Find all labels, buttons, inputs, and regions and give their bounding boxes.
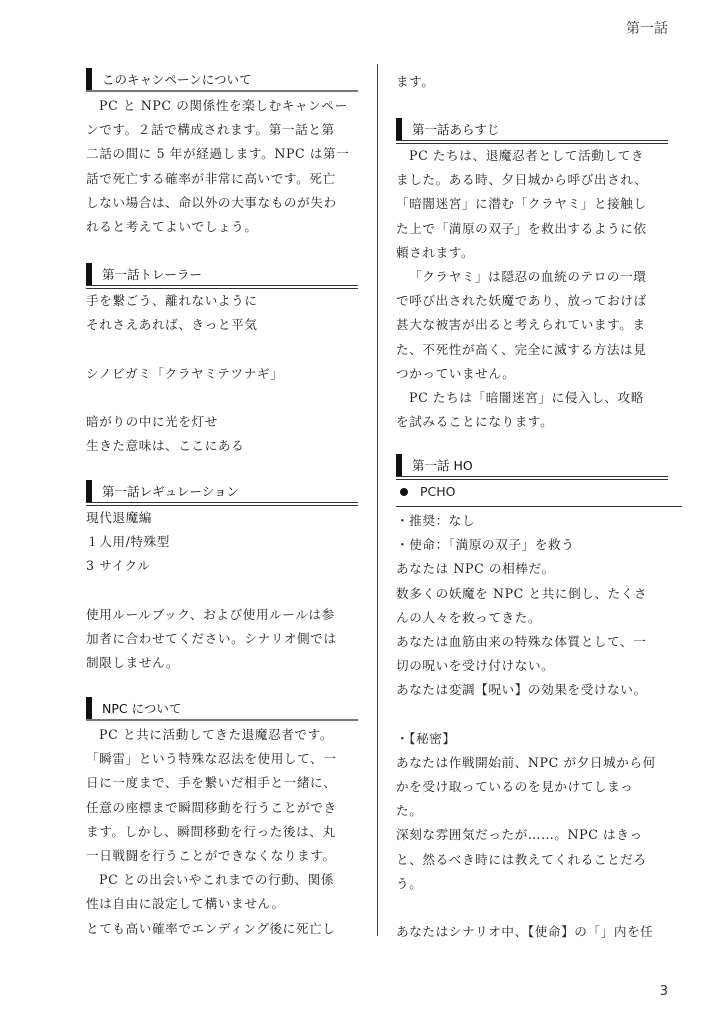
- text-line: 制限しません。: [86, 655, 180, 671]
- section-heading: [396, 452, 668, 476]
- text-line: あなたは血筋由来の特殊な体質として、一: [396, 633, 647, 649]
- text-line: 手を繋ごう、離れないように: [86, 293, 258, 308]
- text-line: と、然るべき時には教えてくれることだろ: [396, 851, 647, 867]
- section-heading: [86, 261, 358, 285]
- section: [396, 116, 668, 434]
- heading-rule: [86, 505, 358, 506]
- text-line: た上で「満原の双子」を救出するように依: [396, 220, 647, 236]
- text-line: [396, 896, 668, 920]
- heading-rule: [86, 285, 358, 286]
- text-line: ・使命：「満原の双子」を救う: [396, 537, 575, 553]
- text-line: う。: [396, 875, 423, 891]
- heading-text: 第一話 HO: [412, 458, 473, 473]
- text-line: それさえあれば、きっと平気: [86, 317, 258, 333]
- text-line: 「瞬雷」という特殊な忍法を使用して、一: [86, 751, 337, 767]
- section-heading: [86, 66, 358, 90]
- heading-text: NPC について: [102, 701, 182, 716]
- text-line: [396, 703, 668, 727]
- column-divider: [377, 64, 378, 936]
- heading-bar: [86, 263, 92, 285]
- text-line: ・【秘密】: [396, 730, 456, 746]
- heading-bar: [86, 480, 92, 502]
- section: [396, 70, 668, 94]
- text-line: つかっていません。: [396, 365, 516, 381]
- text-line: 頼されます。: [396, 244, 475, 260]
- text-line: た、不死性が高く、完全に滅する方法は見: [396, 341, 647, 357]
- text-line: た。: [396, 803, 423, 819]
- text-line: 使用ルールブック、および使用ルールは参: [86, 606, 335, 622]
- text-line: ました。ある時、夕日城から呼び出され、: [396, 172, 648, 188]
- section: [86, 261, 358, 458]
- text-line: 「暗闇迷宮」に潜む「クラヤミ」と接触し: [396, 196, 647, 212]
- text-line: シノビガミ「クラヤミテツナギ」: [86, 365, 284, 381]
- text-line: 日に一度まで、手を繋いだ相手と一緒に、: [86, 775, 337, 791]
- text-line: 話で死亡する確率が非常に高いです。死亡: [86, 170, 336, 186]
- text-line: 甚大な被害が出ると考えられています。ま: [396, 317, 646, 333]
- text-line: 暗がりの中に光を灯せ: [86, 413, 218, 429]
- text-line: とても高い確率でエンディング後に死亡し: [86, 920, 336, 936]
- text-line: PC たちは「暗闇迷宮」に侵入し、攻略: [409, 389, 645, 405]
- heading-rule: [396, 143, 668, 144]
- text-line: 数多くの妖魔を NPC と共に倒し、たくさ: [396, 585, 648, 601]
- bullet-icon: [400, 488, 408, 496]
- heading-rule: [86, 90, 358, 92]
- text-line: れると考えてよいでしょう。: [86, 218, 258, 234]
- section-heading: [86, 478, 358, 502]
- text-line: んの人々を救ってきた。: [396, 609, 542, 625]
- text-line: あなたはシナリオ中、【使命】の「」内を任: [396, 924, 654, 940]
- text-line: 性は自由に設定して構いません。: [86, 896, 285, 912]
- text-line: 生きた意味は、ここにある: [86, 438, 245, 454]
- text-line: 一日戦闘を行うことができなくなります。: [86, 847, 336, 863]
- heading-rule: [86, 502, 358, 503]
- text-line: 任意の座標まで瞬間移動を行うことができ: [86, 799, 337, 815]
- heading-bar: [396, 454, 402, 476]
- text-line: １人用/特殊型: [86, 534, 171, 550]
- section: [86, 66, 358, 239]
- text-line: ます。しかし、瞬間移動を行った後は、丸: [86, 823, 336, 839]
- text-line: あなたは作戦開始前、NPC が夕日城から何: [396, 754, 656, 770]
- heading-rule: [86, 719, 358, 721]
- text-line: PC との出会いやこれまでの行動、関係: [99, 872, 335, 888]
- text-line: [86, 386, 358, 410]
- text-line: ・推奨：なし: [396, 513, 476, 528]
- text-line: 「クラヤミ」は隠忍の血統のテロの一環: [409, 268, 647, 284]
- heading-rule: [396, 476, 668, 477]
- text-line: かを受け取っているのを見かけてしまっ: [396, 779, 634, 795]
- text-line: ンです。２話で構成されます。第一話と第: [86, 122, 335, 138]
- heading-text: このキャンペーンについて: [102, 72, 252, 87]
- heading-bar: [86, 68, 92, 90]
- text-line: 加者に合わせてください。シナリオ側では: [86, 630, 337, 646]
- text-line: で呼び出された妖魔であり、放っておけば: [396, 293, 647, 309]
- text-line: ます。: [396, 74, 435, 89]
- page-number: 3: [659, 984, 668, 999]
- text-line: しない場合は、命以外の大事なものが失わ: [86, 194, 337, 210]
- heading-text: 第一話レギュレーション: [102, 484, 240, 499]
- heading-text: 第一話あらすじ: [412, 122, 500, 137]
- text-line: あなたは変調【呪い】の効果を受けない。: [396, 682, 647, 698]
- heading-text: 第一話トレーラー: [102, 267, 203, 282]
- text-line: 現代退魔編: [86, 510, 152, 525]
- heading-bar: [396, 118, 402, 140]
- text-line: [86, 337, 358, 361]
- text-line: 深刻な雰囲気だったが……。NPC はきっ: [396, 827, 643, 843]
- text-line: 二話の間に 5 年が経過します。NPC は第一: [86, 146, 350, 162]
- text-line: 3 サイクル: [86, 558, 151, 574]
- subheading: [396, 480, 682, 507]
- section: [86, 695, 358, 941]
- section-heading: [86, 695, 358, 719]
- text-line: PC と共に活動してきた退魔忍者です。: [99, 727, 334, 742]
- subheading-text: PCHO: [420, 484, 456, 499]
- heading-bar: [86, 697, 92, 719]
- section: [86, 478, 358, 675]
- running-header-chapter: 第一話: [626, 21, 668, 37]
- text-line: [86, 579, 358, 603]
- section: [396, 452, 668, 944]
- heading-rule: [396, 140, 668, 141]
- heading-rule: [86, 288, 358, 289]
- text-line: PC たちは、退魔忍者として活動してき: [409, 148, 645, 163]
- text-line: 切の呪いを受け付けない。: [396, 658, 555, 674]
- text-line: PC と NPC の関係性を楽しむキャンペー: [99, 98, 348, 113]
- section-heading: [396, 116, 668, 140]
- text-line: を試みることになります。: [396, 414, 554, 430]
- text-line: あなたは NPC の相棒だ。: [396, 561, 555, 577]
